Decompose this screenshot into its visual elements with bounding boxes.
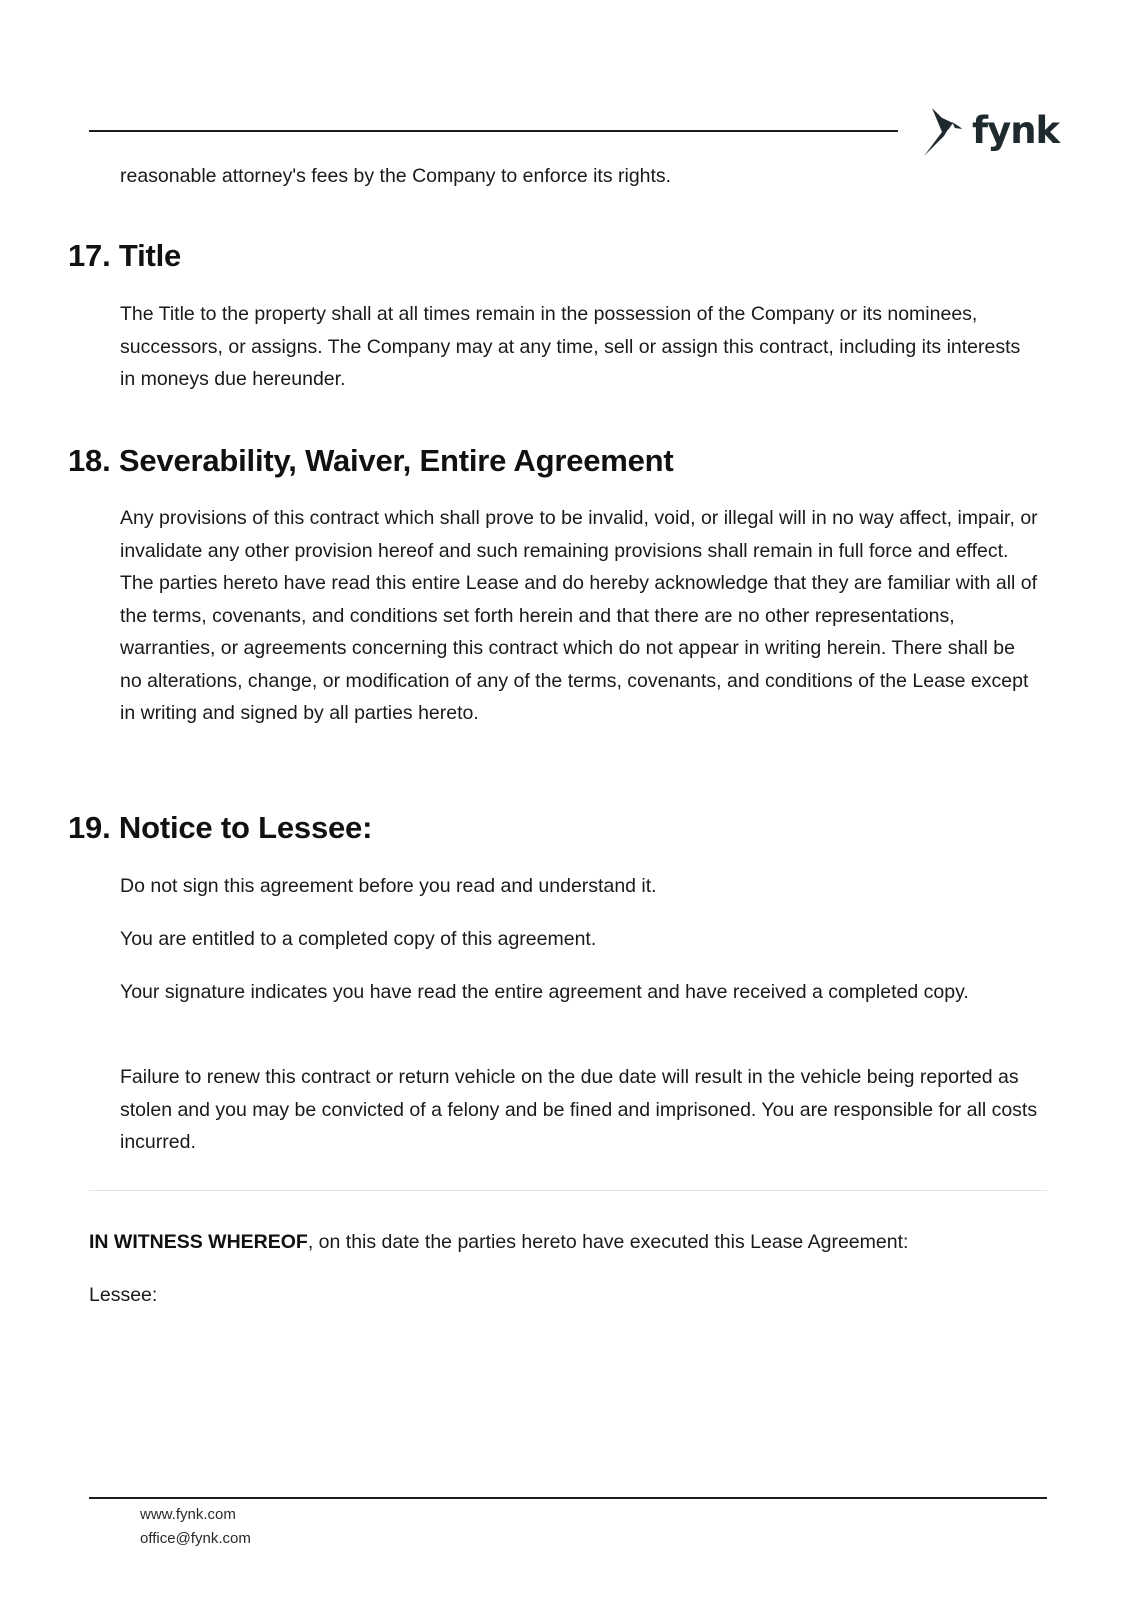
section-divider — [89, 1190, 1047, 1191]
footer-email: office@fynk.com — [140, 1530, 251, 1547]
footer-rule — [89, 1497, 1047, 1499]
section-17-paragraph: The Title to the property shall at all times remain in the possession of the Company or its nominees, successors, or assigns. The Company may at any time, sell or assign this contract, including its interests in moneys due hereunder. — [120, 303, 1021, 390]
section-17-heading: 17. Title — [68, 238, 182, 273]
header-rule — [89, 130, 898, 132]
witness-bold-lead: IN WITNESS WHEREOF — [89, 1231, 308, 1253]
brand-logo — [922, 104, 1059, 160]
section-18-heading: 18. Severability, Waiver, Entire Agreement — [68, 443, 674, 478]
bird-logo-icon — [922, 106, 966, 158]
witness-statement — [89, 1228, 908, 1256]
section-19-paragraph-1: Do not sign this agreement before you read and understand it. — [120, 875, 657, 897]
section-18-paragraph: Any provisions of this contract which shall prove to be invalid, void, or illegal will in no way affect, impair, or invalidate any other provision hereof and such remaining provisions shall remain in full force and effect. The parties hereto have read this entire Lease and do hereby acknowledge that they are familiar with all of the terms, covenants, and conditions set forth herein and that there are no other representations, warranties, or agreements concerning this contract which do not appear in writing herein. There shall be no alterations, change, or modification of any of the terms, covenants, and conditions of the Lease except in writing and signed by all parties hereto. — [120, 507, 1038, 724]
section-19-paragraph-3: Your signature indicates you have read the entire agreement and have received a completed copy. — [120, 981, 969, 1003]
lessee-label: Lessee: — [89, 1284, 158, 1306]
section-19-paragraph-2: You are entitled to a completed copy of this agreement. — [120, 928, 597, 950]
brand-name: fynk — [972, 108, 1060, 152]
intro-fragment: reasonable attorney's fees by the Company to enforce its rights. — [120, 165, 672, 187]
footer-website: www.fynk.com — [140, 1506, 236, 1523]
section-19-paragraph-4: Failure to renew this contract or return vehicle on the due date will result in the vehicle being reported as stolen and you may be convicted of a felony and be fined and imprisoned. You are responsible for all costs incurred. — [120, 1066, 1038, 1153]
witness-rest: , on this date the parties hereto have executed this Lease Agreement: — [307, 1231, 909, 1253]
section-19-heading: 19. Notice to Lessee: — [68, 810, 373, 845]
